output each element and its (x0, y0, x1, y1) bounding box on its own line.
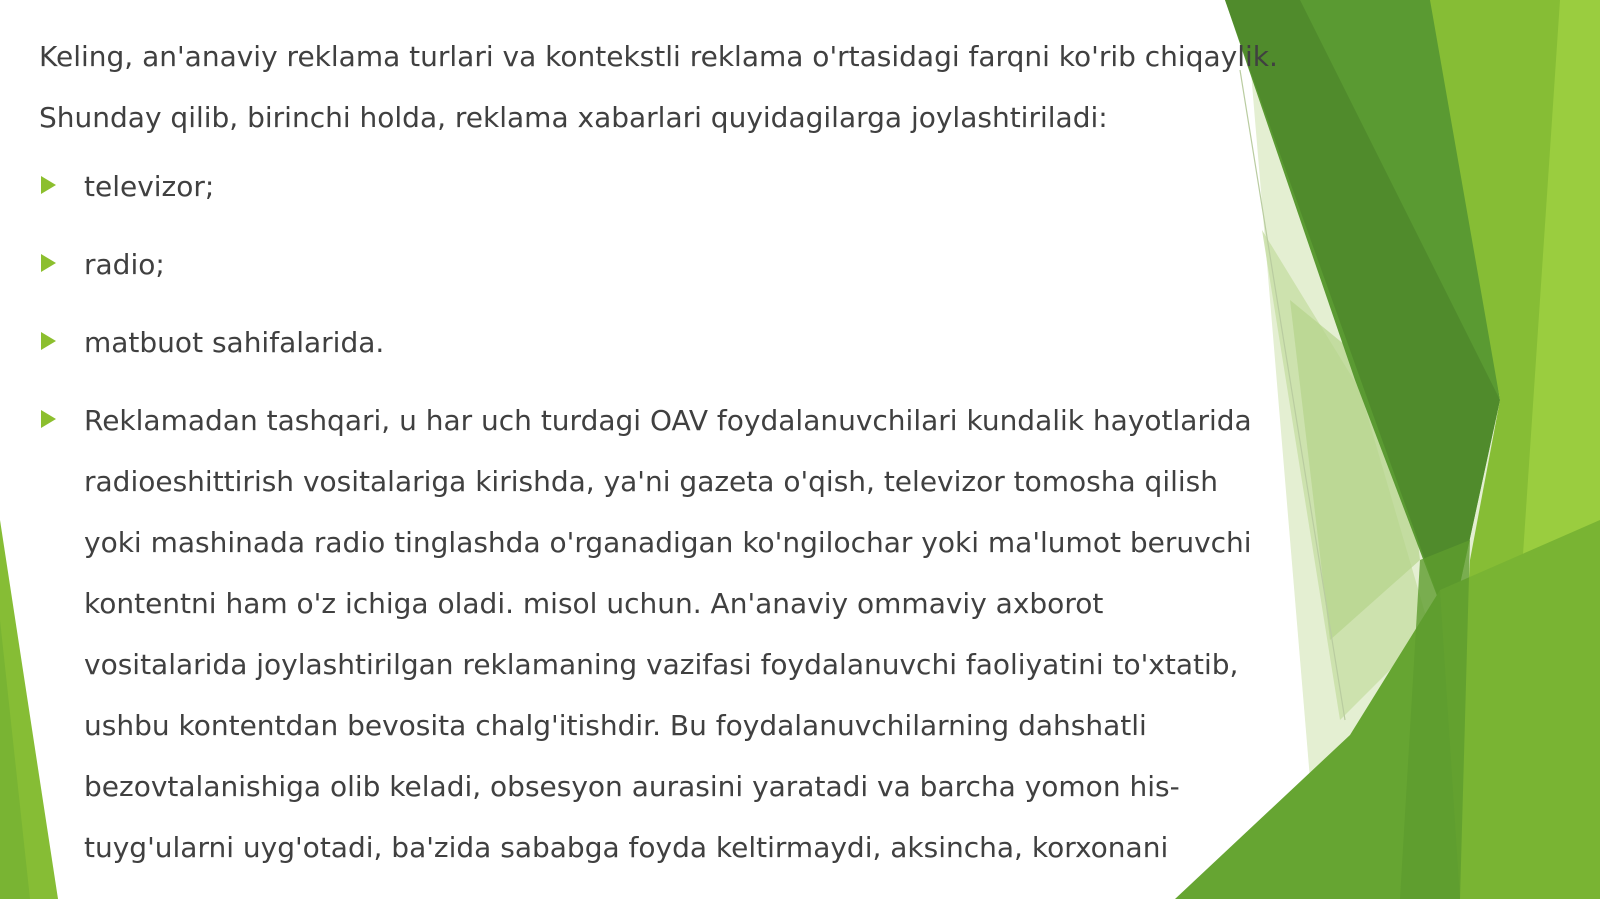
bullet-text-line: kontentni ham o'z ichiga oladi. misol uchun. An'anaviy ommaviy axborot (84, 587, 1104, 620)
bullet-text-line: ushbu kontentdan bevosita chalg'itishdir. Bu foydalanuvchilarning dahshatli (84, 709, 1147, 742)
bullet-text-line: vositalarida joylashtirilgan reklamaning vazifasi foydalanuvchi faoliyatini to'xtatib, (84, 648, 1239, 681)
bullet-list (39, 156, 1269, 878)
bullet-item-radio (39, 234, 1269, 295)
bullet-text: televizor; (84, 170, 215, 203)
bullet-text-line: tuyg'ularni uyg'otadi, ba'zida sababga foyda keltirmaydi, aksincha, korxonani (84, 831, 1169, 864)
triangle-bullet-icon (41, 332, 56, 350)
bullet-text: matbuot sahifalarida. (84, 326, 385, 359)
triangle-bullet-icon (41, 176, 56, 194)
bullet-item-reklamadan (39, 390, 1269, 878)
slide-content (39, 26, 1278, 878)
bullet-item-televizor (39, 156, 1269, 217)
bullet-text-line: yoki mashinada radio tinglashda o'rganadigan ko'ngilochar yoki ma'lumot beruvchi (84, 526, 1252, 559)
bullet-item-matbuot (39, 312, 1269, 373)
bullet-text: radio; (84, 248, 165, 281)
triangle-bullet-icon (41, 254, 56, 272)
intro-paragraph-2: Shunday qilib, birinchi holda, reklama xabarlari quyidagilarga joylashtiriladi: (39, 101, 1108, 134)
bullet-text-line: radioeshittirish vositalariga kirishda, ya'ni gazeta o'qish, televizor tomosha qilish (84, 465, 1218, 498)
intro-paragraph-1: Keling, an'anaviy reklama turlari va kontekstli reklama o'rtasidagi farqni ko'rib chiqaylik. (39, 40, 1278, 73)
bullet-text-line: bezovtalanishiga olib keladi, obsesyon aurasini yaratadi va barcha yomon his- (84, 770, 1180, 803)
bullet-text-line: Reklamadan tashqari, u har uch turdagi OAV foydalanuvchilari kundalik hayotlarida (84, 404, 1252, 437)
triangle-bullet-icon (41, 410, 56, 428)
